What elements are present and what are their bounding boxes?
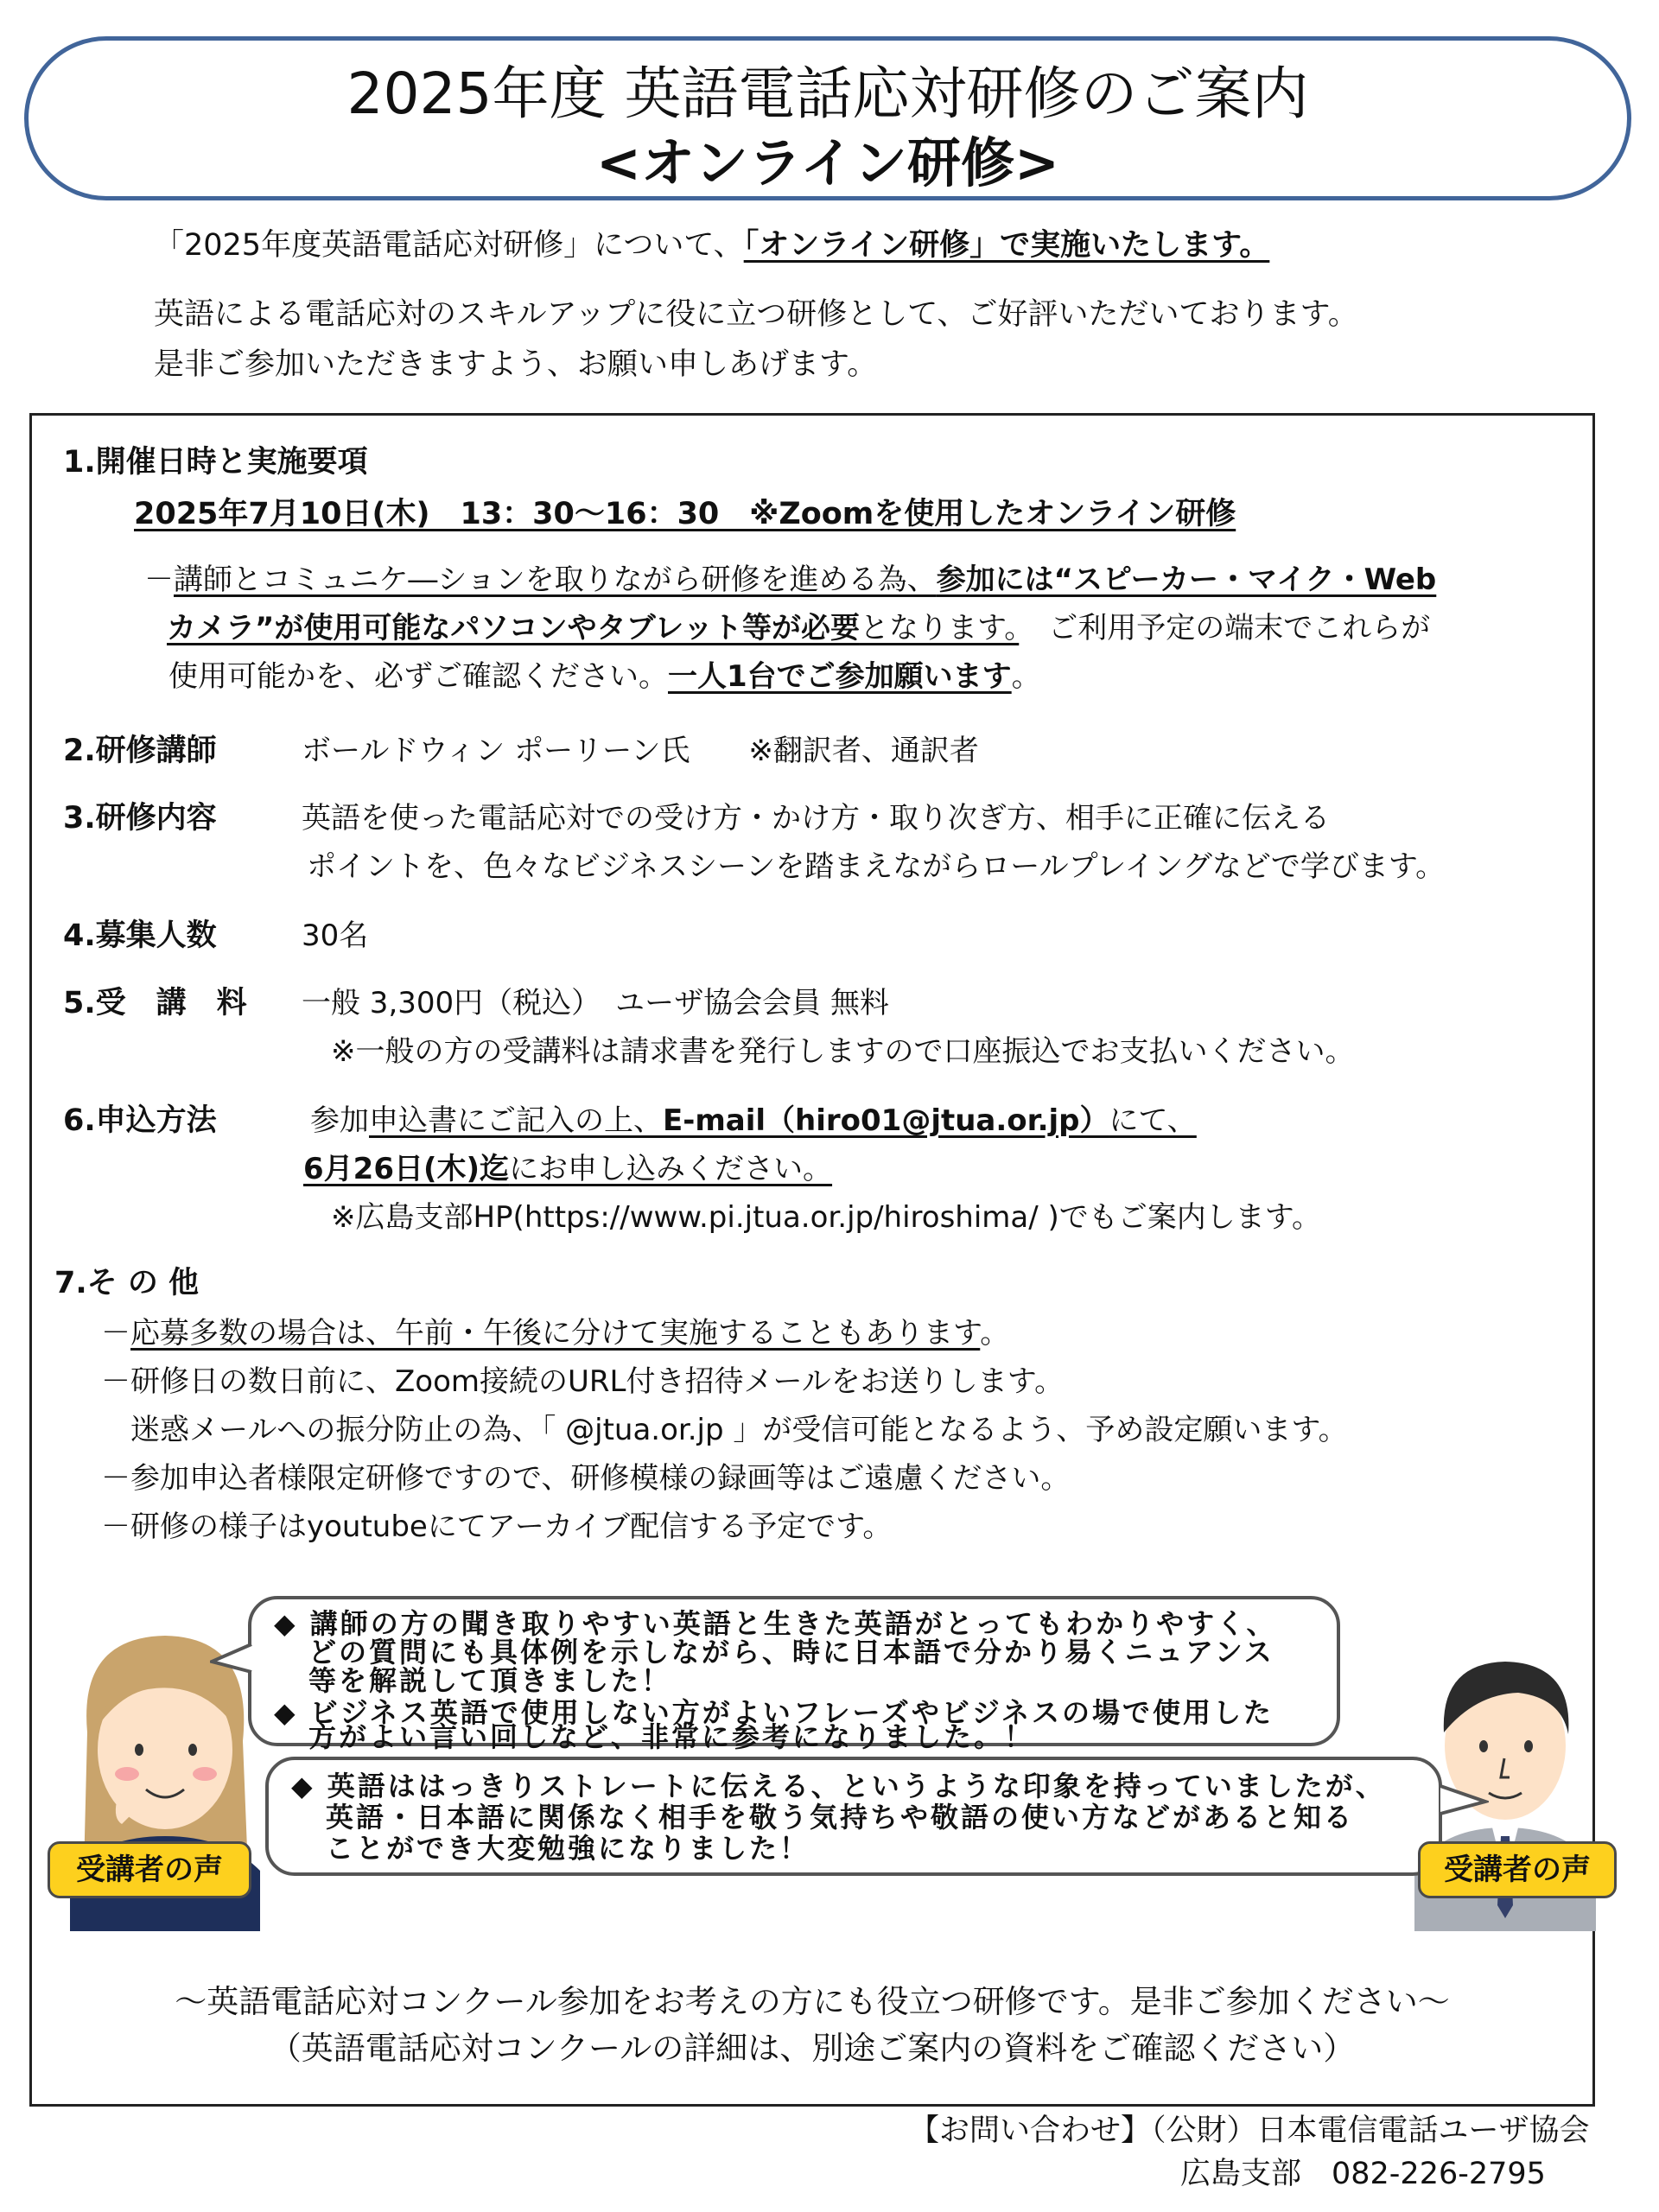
note-text: となります。: [859, 611, 1020, 645]
intro-line-2: 英語による電話応対のスキルアップに役に立つ研修として、ご好評いただいております。: [154, 297, 1358, 332]
closing-line-1: 〜英語電話応対コンクール参加をお考えの方にも役立つ研修です。是非ご参加ください〜: [175, 1983, 1450, 2020]
section-1-heading: 1.開催日時と実施要項: [63, 445, 368, 480]
note-text: 講師とコミュニケ―ションを取りながら研修を進める為、: [174, 563, 937, 597]
intro-emphasis: 「オンライン研修」で実施いたします。: [743, 228, 1270, 263]
note-text: 使用可能かを、必ずご確認ください。: [168, 659, 668, 694]
section-7-heading: 7.そ の 他: [54, 1266, 200, 1300]
voice-label-left: 受講者の声: [48, 1841, 251, 1898]
apply-text: にて、: [1109, 1103, 1197, 1138]
fee: 一般 3,300円（税込） ユーザ協会会員 無料: [302, 986, 889, 1020]
apply-text: 参加: [310, 1103, 369, 1138]
contact-line-2: 広島支部 082-226-2795: [1180, 2157, 1546, 2191]
note-emphasis: 参加には“スピーカー・マイク・Web: [936, 563, 1437, 597]
details-box: [29, 413, 1595, 2107]
content-line-1: 英語を使った電話応対での受け方・かけ方・取り次ぎ方、相手に正確に伝える: [302, 801, 1330, 836]
dash: －: [101, 1316, 130, 1351]
intro-line-1: [154, 226, 1269, 264]
testimonial-1-line-2: どの質問にも具体例を示しながら、時に日本語で分かり易くニュアンス: [308, 1636, 1274, 1669]
note-text: ご利用予定の端末でこれらが: [1019, 611, 1431, 645]
section-2-heading: 2.研修講師: [63, 734, 217, 768]
intro-line-3: 是非ご参加いただきますよう、お願い申しあげます。: [154, 347, 878, 382]
section-4-heading: 4.募集人数: [63, 918, 217, 953]
section-1-note-line-3: [168, 658, 1041, 696]
apply-line-2: [303, 1150, 832, 1188]
apply-text: 申込書にご記入の上、: [369, 1103, 663, 1138]
fee-note: ※一般の方の受講料は請求書を発行しますので口座振込でお支払いください。: [331, 1034, 1355, 1069]
capacity: 30名: [302, 918, 369, 953]
voice-label-right: 受講者の声: [1418, 1841, 1617, 1898]
closing-line-2: （英語電話応対コンクールの詳細は、別途ご案内の資料をご確認ください）: [269, 2030, 1356, 2067]
testimonial-bubble-1: [248, 1596, 1340, 1753]
testimonial-1-line-1: ◆ 講師の方の聞き取りやすい英語と生きた英語がとってもわかりやすく、: [274, 1607, 1277, 1640]
instructor-name: ボールドウィン ポーリーン氏 ※翻訳者、通訳者: [302, 734, 979, 768]
apply-note: ※広島支部HP(https://www.pi.jtua.or.jp/hiroshima/ )でもご案内します。: [331, 1200, 1322, 1235]
event-datetime: 2025年7月10日(木) 13：30〜16：30 ※Zoomを使用したオンライン研修: [134, 497, 1236, 531]
bubble-2-tail: [1437, 1783, 1489, 1817]
other-line-1: [101, 1314, 1009, 1352]
testimonial-bubble-2: [265, 1757, 1442, 1876]
section-6-heading: 6.申込方法: [63, 1103, 217, 1138]
page-title: 2025年度 英語電話応対研修のご案内: [346, 60, 1309, 127]
testimonial-2-line-1: ◆ 英語ははっきりストレートに伝える、というような印象を持っていましたが、: [291, 1770, 1386, 1802]
other-line-4: －参加申込者様限定研修ですので、研修模様の録画等はご遠慮ください。: [101, 1461, 1071, 1496]
contact-line-1: 【お問い合わせ】（公財）日本電信電話ユーザ協会: [909, 2113, 1590, 2148]
note-emphasis: カメラ”が使用可能なパソコンやタブレット等が必要: [167, 611, 860, 645]
apply-text: にお申し込みください。: [509, 1152, 833, 1186]
title-frame: [24, 36, 1631, 200]
apply-deadline: 6月26日(木)迄: [303, 1152, 510, 1186]
note-emphasis: 一人1台でご参加願います: [668, 659, 1012, 694]
page-subtitle: <オンライン研修>: [595, 131, 1060, 194]
content-line-2: ポイントを、色々なビジネスシーンを踏まえながらロールプレイングなどで学びます。: [307, 849, 1446, 884]
testimonial-1-line-5: 方がよい言い回しなど、非常に参考になりました。！: [308, 1720, 1035, 1753]
note-text: 。: [1011, 659, 1041, 694]
testimonial-1-line-4: ◆ ビジネス英語で使用しない方がよいフレーズやビジネスの場で使用した: [274, 1696, 1274, 1729]
other-text: 応募多数の場合は、午前・午後に分けて実施することもあります: [130, 1316, 981, 1351]
other-line-2: －研修日の数日前に、Zoom接続のURL付き招待メールをお送りします。: [101, 1364, 1065, 1399]
testimonial-2-line-2: 英語・日本語に関係なく相手を敬う気持ちや敬語の使い方などがあると知る: [326, 1801, 1355, 1834]
apply-line-1: [310, 1102, 1197, 1140]
intro-text: 「2025年度英語電話応対研修」について、: [154, 228, 744, 263]
testimonial-2-line-3: ことができ大変勉強になりました！: [326, 1832, 810, 1865]
section-5-heading: 5.受 講 料: [63, 986, 247, 1020]
apply-email: E-mail（hiro01@jtua.or.jp）: [663, 1103, 1109, 1138]
dash: －: [144, 563, 174, 597]
section-1-note-line-1: [144, 561, 1436, 599]
other-line-3: 迷惑メールへの振分防止の為、「 @jtua.or.jp 」が受信可能となるよう、予め設定願います。: [130, 1413, 1348, 1447]
testimonial-1-line-3: 等を解説して頂きました！: [308, 1664, 672, 1697]
other-line-5: －研修の様子はyoutubeにてアーカイブ配信する予定です。: [101, 1510, 893, 1544]
section-3-heading: 3.研修内容: [63, 801, 217, 836]
other-text: 。: [980, 1316, 1010, 1351]
bubble-1-tail: [210, 1641, 255, 1675]
section-1-note-line-2: [167, 609, 1430, 647]
